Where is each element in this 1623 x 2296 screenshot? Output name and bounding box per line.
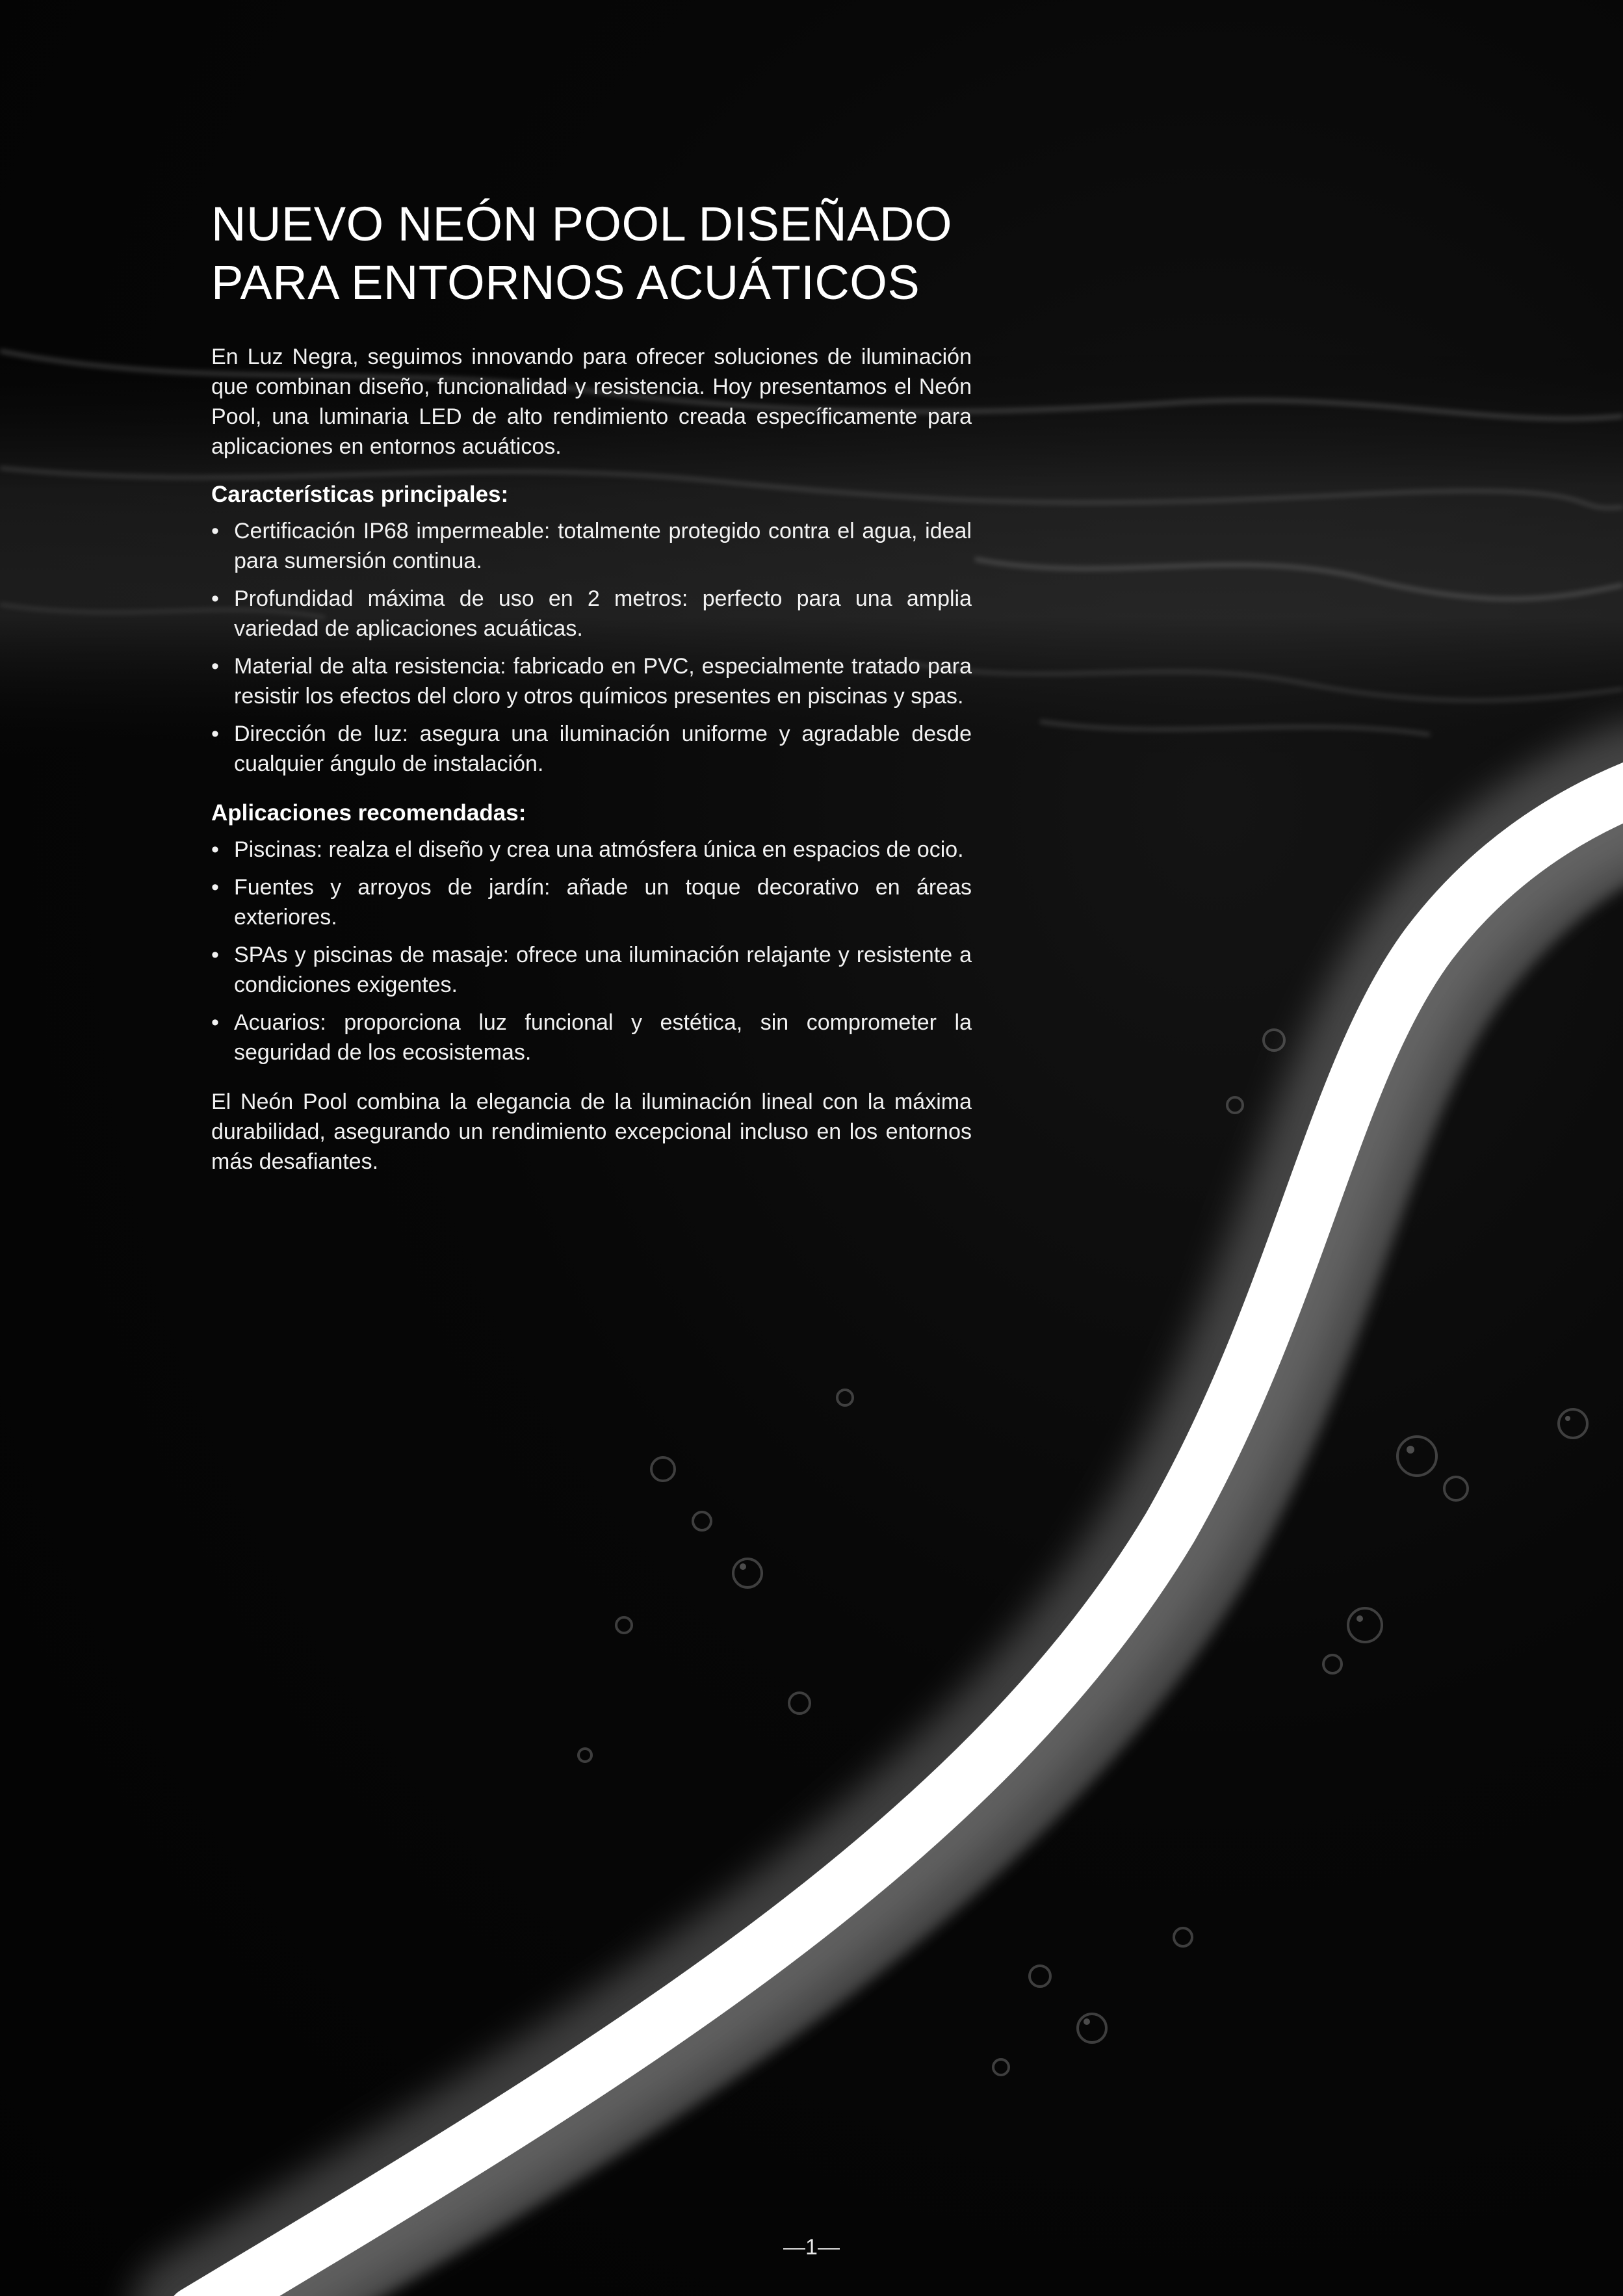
list-item: [211, 835, 972, 865]
bullet: •: [211, 586, 219, 611]
list-item-text: SPAs y piscinas de masaje: ofrece una iluminación relajante y resistente a condiciones exigentes.: [234, 943, 972, 997]
bullet: •: [211, 837, 219, 862]
intro-paragraph: En Luz Negra, seguimos innovando para ofrecer soluciones de iluminación que combinan diseño, funcionalidad y resistencia. Hoy presentamos el Neón Pool, una luminaria LED de alto rendimiento creada específicamente para aplicaciones en entornos acuáticos.: [211, 345, 972, 459]
list-item: [211, 651, 972, 711]
applications-heading: Aplicaciones recomendadas:: [211, 800, 526, 826]
list-item-text: Profundidad máxima de uso en 2 metros: perfecto para una amplia variedad de aplicaciones acuáticas.: [234, 586, 972, 641]
list-item-text: Certificación IP68 impermeable: totalmente protegido contra el agua, ideal para sumersión continua.: [234, 519, 972, 573]
applications-list: [211, 835, 972, 1067]
list-item-text: Material de alta resistencia: fabricado en PVC, especialmente tratado para resistir los efectos del cloro y otros químicos presentes en piscinas y spas.: [234, 654, 972, 709]
list-item: [211, 872, 972, 932]
list-item-text: Acuarios: proporciona luz funcional y estética, sin comprometer la seguridad de los ecosistemas.: [234, 1010, 972, 1065]
features-list: [211, 516, 972, 779]
title-line: NUEVO NEÓN POOL DISEÑADO: [211, 197, 953, 251]
bullet: •: [211, 875, 219, 900]
list-item: [211, 719, 972, 779]
bullet: •: [211, 943, 219, 967]
title-line: PARA ENTORNOS ACUÁTICOS: [211, 255, 920, 309]
page-title: [211, 195, 972, 312]
list-item-text: Piscinas: realza el diseño y crea una atmósfera única en espacios de ocio.: [234, 837, 964, 862]
text-column: [211, 195, 972, 1195]
bullet: •: [211, 519, 219, 543]
features-heading: Características principales:: [211, 482, 509, 507]
bullet: •: [211, 654, 219, 679]
bullet: •: [211, 1010, 219, 1035]
list-item-text: Dirección de luz: asegura una iluminación uniforme y agradable desde cualquier ángulo de instalación.: [234, 722, 972, 776]
list-item: [211, 940, 972, 1000]
list-item: [211, 584, 972, 644]
list-item-text: Fuentes y arroyos de jardín: añade un toque decorativo en áreas exteriores.: [234, 875, 972, 930]
page-number: —1—: [783, 2235, 840, 2260]
bullet: •: [211, 722, 219, 746]
list-item: [211, 1008, 972, 1067]
list-item: [211, 516, 972, 576]
closing-paragraph: El Neón Pool combina la elegancia de la iluminación lineal con la máxima durabilidad, asegurando un rendimiento excepcional incluso en los entornos más desafiantes.: [211, 1089, 972, 1174]
